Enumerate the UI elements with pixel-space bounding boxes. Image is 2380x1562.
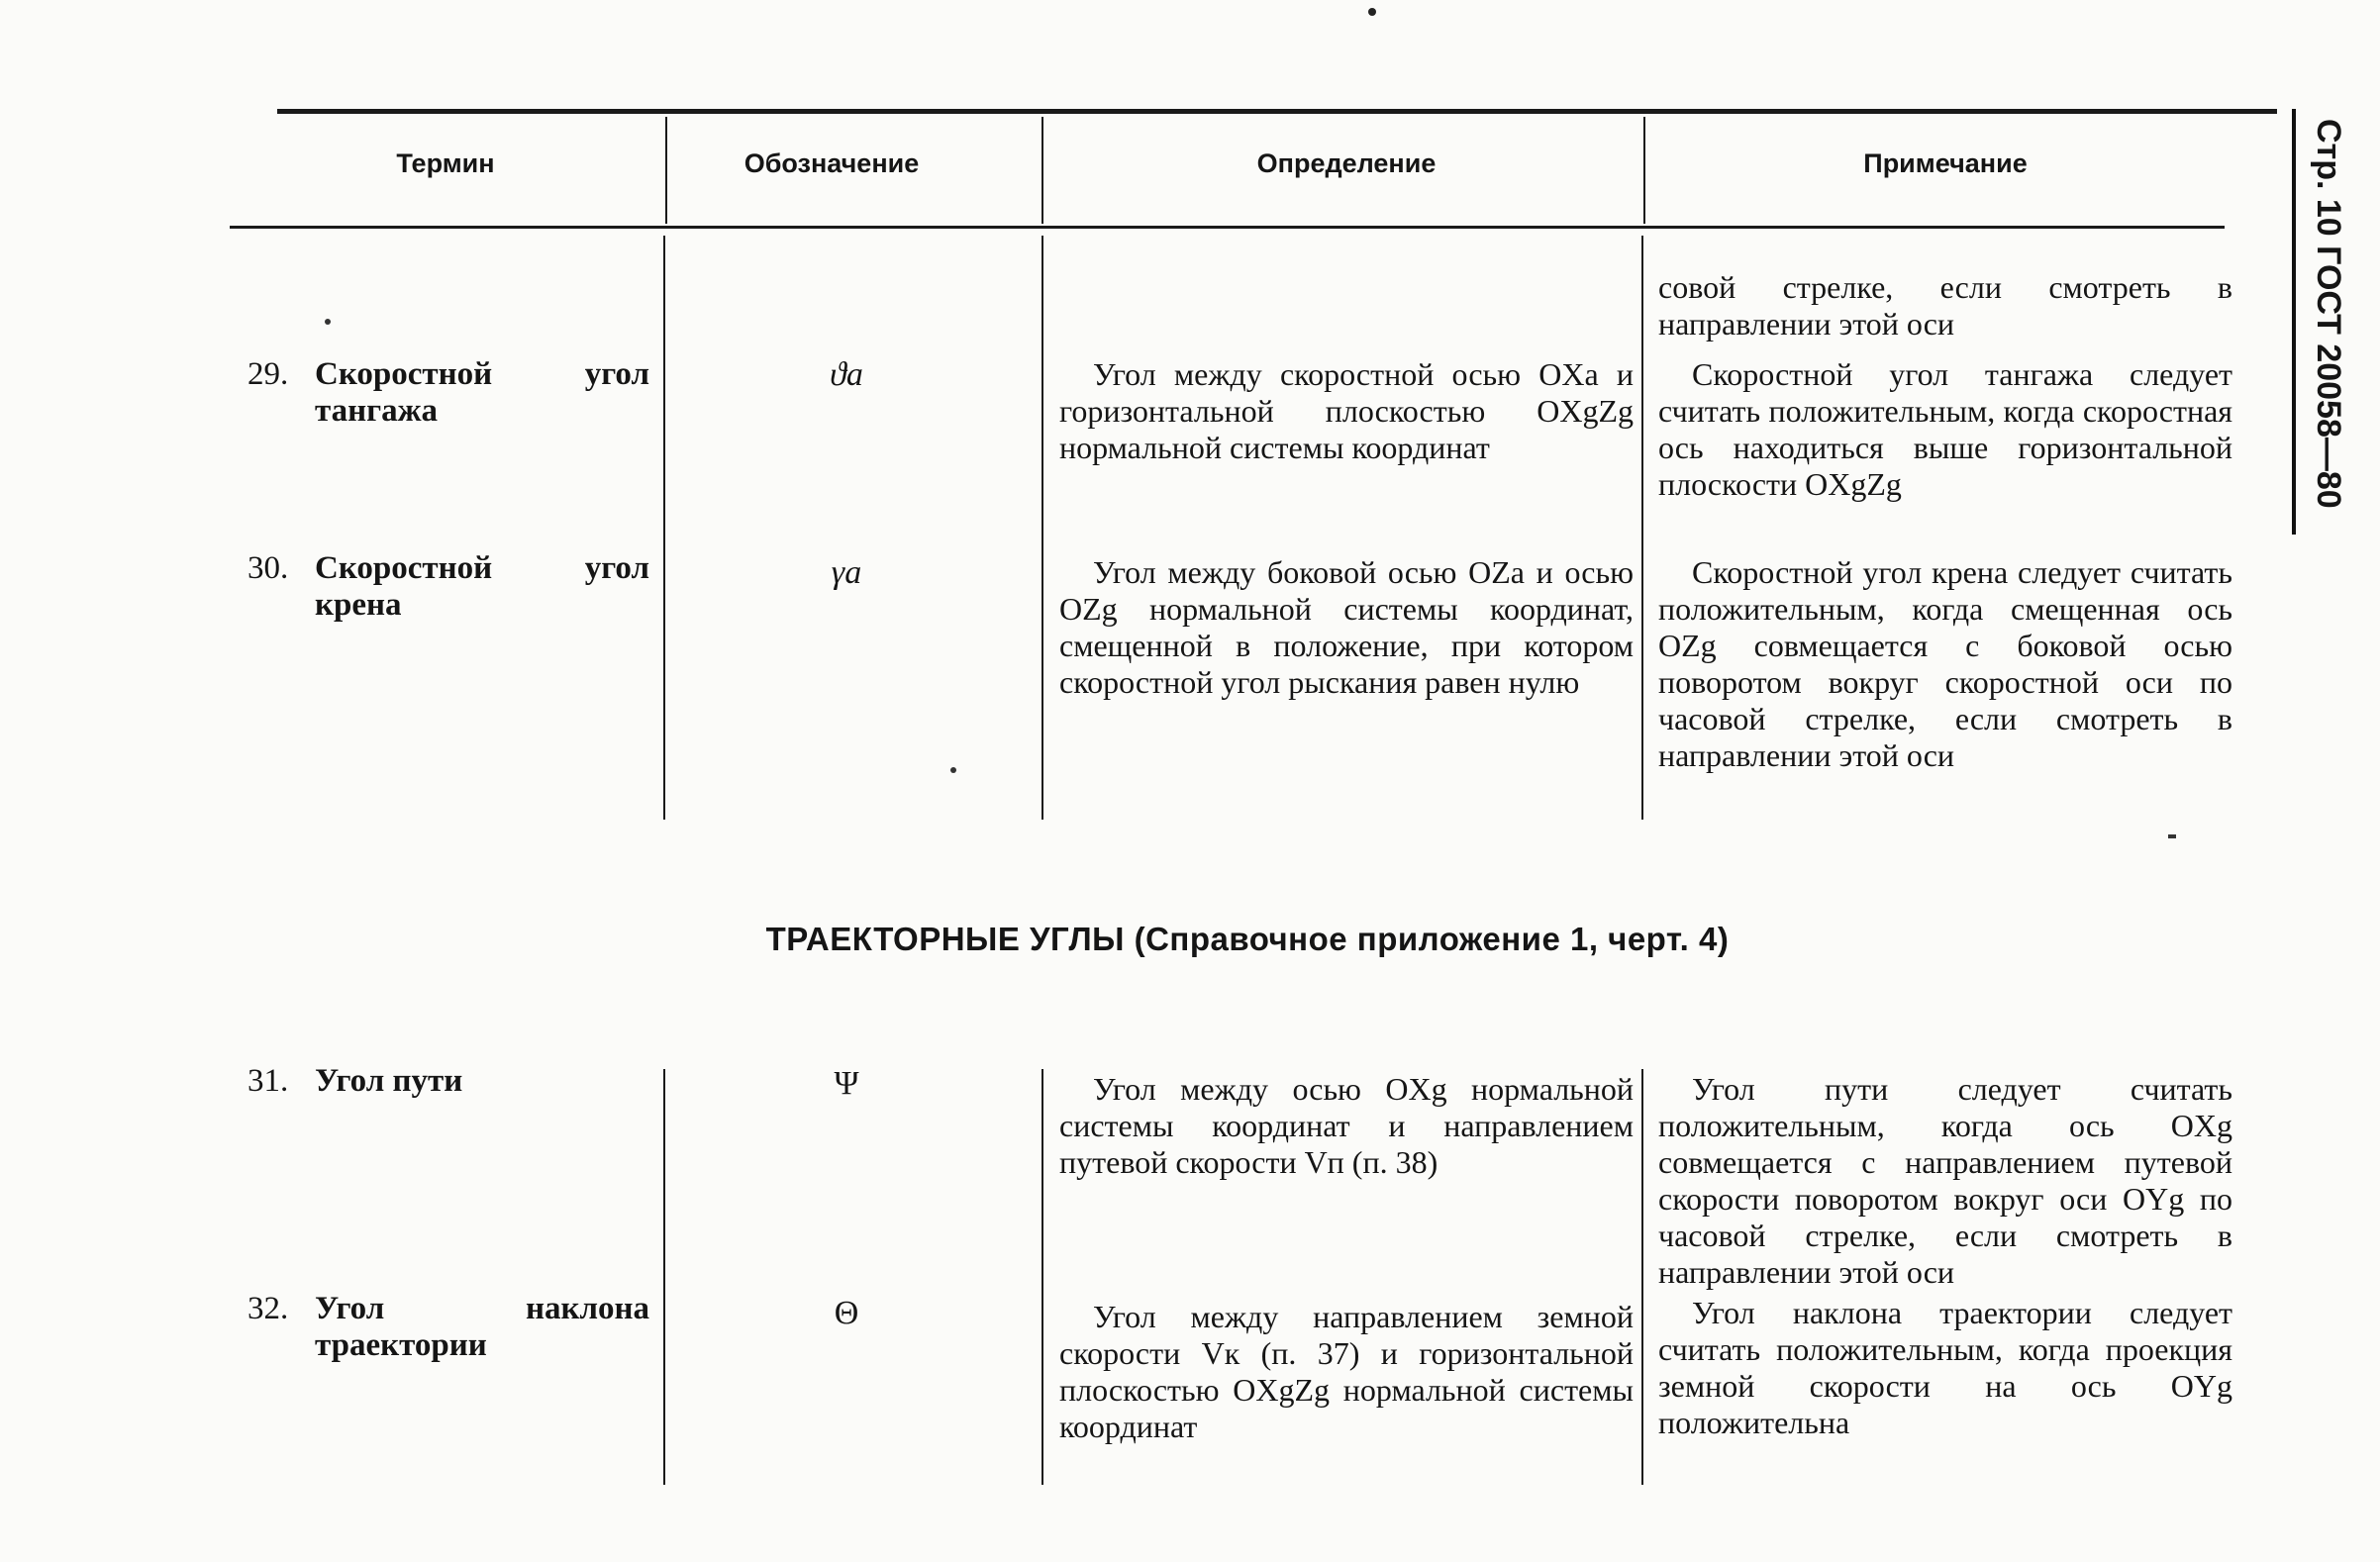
row-note: Угол пути следует считать положительным, когда ось OXg совмещается с направлением путевой скорости поворотом вокруг оси OYg по часовой стрелке, если смотреть в направлении этой оси: [1658, 1071, 2232, 1290]
row-definition: Угол между скоростной осью OXa и горизонтальной плоскостью OXgZg нормальной системы координат: [1059, 356, 1634, 465]
side-header-text: Стр. 10 ГОСТ 20058—80: [2310, 119, 2347, 509]
row-term: Скоростной угол тангажа: [315, 356, 649, 429]
row-definition: Угол между боковой осью OZa и осью OZg нормальной системы координат, смещенной в положение, при котором скоростной угол рыскания равен нулю: [1059, 554, 1634, 700]
block2-separator-3: [1641, 1069, 1643, 1485]
side-running-header: [2312, 119, 2347, 564]
scan-speck: [1368, 8, 1376, 16]
header-separator-2: [1041, 117, 1043, 224]
scan-speck: [2168, 834, 2176, 838]
row-note: Скоростной угол крена следует считать положительным, когда смещенная ось OZg совмещается с боковой осью поворотом вокруг скоростной оси по часовой стрелке, если смотреть в направлении этой оси: [1658, 554, 2232, 773]
row-term: Скоростной угол крена: [315, 550, 649, 623]
column-header-definition: Определение: [1256, 148, 1437, 178]
column-header-term: Термин: [396, 148, 495, 178]
row-note: Угол наклона траектории следует считать положительным, когда проекция земной скорости на ось OYg положительна: [1658, 1295, 2232, 1440]
block2-separator-1: [663, 1069, 665, 1485]
carryover-note: совой стрелке, если смотреть в направлении этой оси: [1658, 269, 2232, 342]
column-header-note: Примечание: [1863, 148, 2028, 178]
block1-separator-2: [1041, 236, 1043, 820]
side-rule: [2292, 109, 2296, 535]
block1-separator-1: [663, 236, 665, 820]
row-number: 31.: [248, 1063, 289, 1099]
row-number: 29.: [248, 356, 289, 392]
scan-speck: [325, 319, 331, 325]
row-note: Скоростной угол тангажа следует считать положительным, когда скоростная ось находиться выше горизонтальной плоскости OXgZg: [1658, 356, 2232, 502]
row-symbol: Θ: [834, 1295, 859, 1331]
row-symbol: ϑa: [830, 356, 863, 393]
section-title: ТРАЕКТОРНЫЕ УГЛЫ (Справочное приложение 1, черт. 4): [765, 921, 1730, 957]
row-definition: Угол между направлением земной скорости Vк (п. 37) и горизонтальной плоскостью OXgZg нормальной системы координат: [1059, 1299, 1634, 1444]
scan-speck: [950, 767, 956, 773]
header-separator-1: [665, 117, 667, 224]
block2-separator-2: [1041, 1069, 1043, 1485]
row-symbol: γa: [831, 554, 862, 591]
block1-separator-3: [1641, 236, 1643, 820]
row-term: Угол пути: [315, 1063, 463, 1099]
row-symbol: Ψ: [834, 1065, 859, 1102]
row-definition: Угол между осью OXg нормальной системы координат и направлением путевой скорости Vп (п. 38): [1059, 1071, 1634, 1180]
table-top-rule: [277, 109, 2277, 114]
row-term: Угол наклона траектории: [315, 1291, 649, 1363]
row-number: 30.: [248, 550, 289, 586]
column-header-symbol: Обозначение: [744, 148, 920, 178]
row-number: 32.: [248, 1291, 289, 1326]
header-bottom-rule: [230, 226, 2225, 229]
header-separator-3: [1643, 117, 1645, 224]
